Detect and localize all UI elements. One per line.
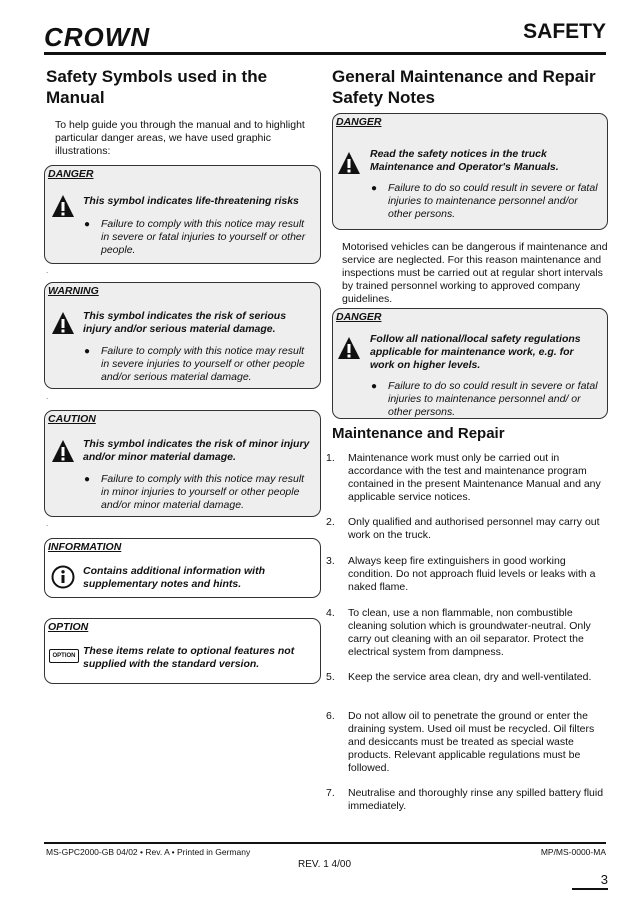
danger-warning-triangle-icon — [337, 336, 361, 360]
footer-revision: REV. 1 4/00 — [298, 859, 352, 870]
list-item — [326, 787, 608, 813]
box-label: DANGER — [336, 116, 382, 128]
footer-reference: MP/MS-0000-MA — [540, 847, 606, 857]
list-number: 6. — [326, 710, 335, 722]
separator-mark: . — [46, 266, 49, 275]
section-title: SAFETY — [523, 20, 606, 43]
bullet-icon: ● — [84, 346, 91, 357]
list-text: Maintenance work must only be carried out in accordance with the test and maintenance program contained in the present Maintenance Manual and any applicable service notices. — [348, 452, 601, 503]
warning-symbol-box — [44, 282, 321, 389]
danger-symbol-box — [44, 165, 321, 264]
box-text: Read the safety notices in the truck Maintenance and Operator's Manuals. — [370, 148, 559, 173]
option-symbol-box — [44, 618, 321, 684]
left-heading: Safety Symbols used in the Manual — [46, 67, 268, 107]
information-symbol-box — [44, 538, 321, 598]
box-bullet — [84, 473, 313, 512]
bullet-text: Failure to comply with this notice may result in severe injuries to yourself or other people and/or serious material damage. — [101, 345, 305, 383]
warning-triangle-icon — [51, 311, 75, 335]
bullet-icon: ● — [84, 219, 91, 230]
list-number: 2. — [326, 516, 335, 528]
right-heading: General Maintenance and Repair Safety Notes — [332, 67, 596, 107]
box-text: Contains additional information with supplementary notes and hints. — [83, 565, 265, 590]
box-text: This symbol indicates life-threatening risks — [83, 195, 299, 207]
list-text: Neutralise and thoroughly rinse any spilled battery fluid immediately. — [348, 787, 604, 812]
footer-document-id: MS-GPC2000-GB 04/02 • Rev. A • Printed in Germany — [46, 847, 251, 857]
danger-warning-triangle-icon — [51, 194, 75, 218]
list-text: To clean, use a non flammable, non combustible cleaning solution which is groundwater-neutral. Only carry out cleaning with an oil separator. Protect the electrical system from dampness. — [348, 607, 591, 658]
box-text: These items relate to optional features not supplied with the standard version. — [83, 645, 295, 670]
bullet-text: Failure to do so could result in severe or fatal injuries to maintenance personnel and/ or other persons. — [388, 380, 598, 418]
footer-divider — [44, 842, 606, 844]
header-divider — [44, 52, 606, 55]
box-text: This symbol indicates the risk of minor injury and/or minor material damage. — [83, 438, 310, 463]
maintenance-subheading: Maintenance and Repair — [332, 425, 505, 442]
danger-box-maintenance — [332, 113, 608, 230]
bullet-text: Failure to comply with this notice may result in minor injuries to yourself or other people and/or minor material damage. — [101, 473, 305, 511]
box-label: CAUTION — [48, 413, 96, 425]
page-number-underline — [572, 888, 608, 890]
maintenance-paragraph: Motorised vehicles can be dangerous if maintenance and service are neglected. For this reason maintenance and inspections must be carried out at regular short intervals by trained personnel working to approved company guidelines. — [342, 241, 608, 305]
separator-mark: . — [46, 519, 49, 528]
list-text: Keep the service area clean, dry and well-ventilated. — [348, 671, 592, 683]
danger-box-regulations — [332, 308, 608, 419]
box-bullet — [371, 182, 600, 221]
danger-warning-triangle-icon — [337, 151, 361, 175]
list-item — [326, 607, 608, 659]
list-item — [326, 671, 608, 684]
box-bullet — [84, 345, 313, 384]
box-label: DANGER — [48, 168, 94, 180]
list-item — [326, 710, 608, 775]
bullet-text: Failure to comply with this notice may result in severe or fatal injuries to yourself or other people. — [101, 218, 306, 256]
box-bullet — [371, 380, 600, 419]
option-icon: OPTION — [49, 649, 79, 663]
box-label: OPTION — [48, 621, 89, 633]
bullet-icon: ● — [371, 183, 378, 194]
box-text: This symbol indicates the risk of serious injury and/or serious material damage. — [83, 310, 287, 335]
list-number: 4. — [326, 607, 335, 619]
list-text: Only qualified and authorised personnel may carry out work on the truck. — [348, 516, 600, 541]
caution-symbol-box — [44, 410, 321, 517]
box-bullet — [84, 218, 311, 257]
bullet-text: Failure to do so could result in severe or fatal injuries to maintenance personnel and/or other persons. — [388, 182, 598, 220]
list-item — [326, 555, 608, 594]
caution-triangle-icon — [51, 439, 75, 463]
box-label: WARNING — [48, 285, 99, 297]
list-number: 3. — [326, 555, 335, 567]
bullet-icon: ● — [84, 474, 91, 485]
box-text: Follow all national/local safety regulations applicable for maintenance work, e.g. for work on higher levels. — [370, 333, 581, 371]
info-icon — [51, 565, 75, 589]
left-intro: To help guide you through the manual and to highlight particular danger areas, we have used graphic illustrations: — [55, 119, 305, 157]
list-number: 7. — [326, 787, 335, 799]
list-text: Always keep fire extinguishers in good working condition. Do not approach fluid levels or leaks with a naked flame. — [348, 555, 596, 593]
box-label: DANGER — [336, 311, 382, 323]
list-text: Do not allow oil to penetrate the ground or enter the draining system. Used oil must be recycled. Oil filters and desiccants must be treated as special waste products. Relevant applicable regulations must be followed. — [348, 710, 595, 774]
list-item — [326, 516, 608, 542]
box-label: INFORMATION — [48, 541, 122, 553]
list-number: 1. — [326, 452, 335, 464]
bullet-icon: ● — [371, 381, 378, 392]
list-item — [326, 452, 608, 504]
list-number: 5. — [326, 671, 335, 683]
page-number: 3 — [600, 872, 608, 887]
crown-logo: CROWN — [44, 22, 151, 52]
separator-mark: . — [46, 392, 49, 401]
